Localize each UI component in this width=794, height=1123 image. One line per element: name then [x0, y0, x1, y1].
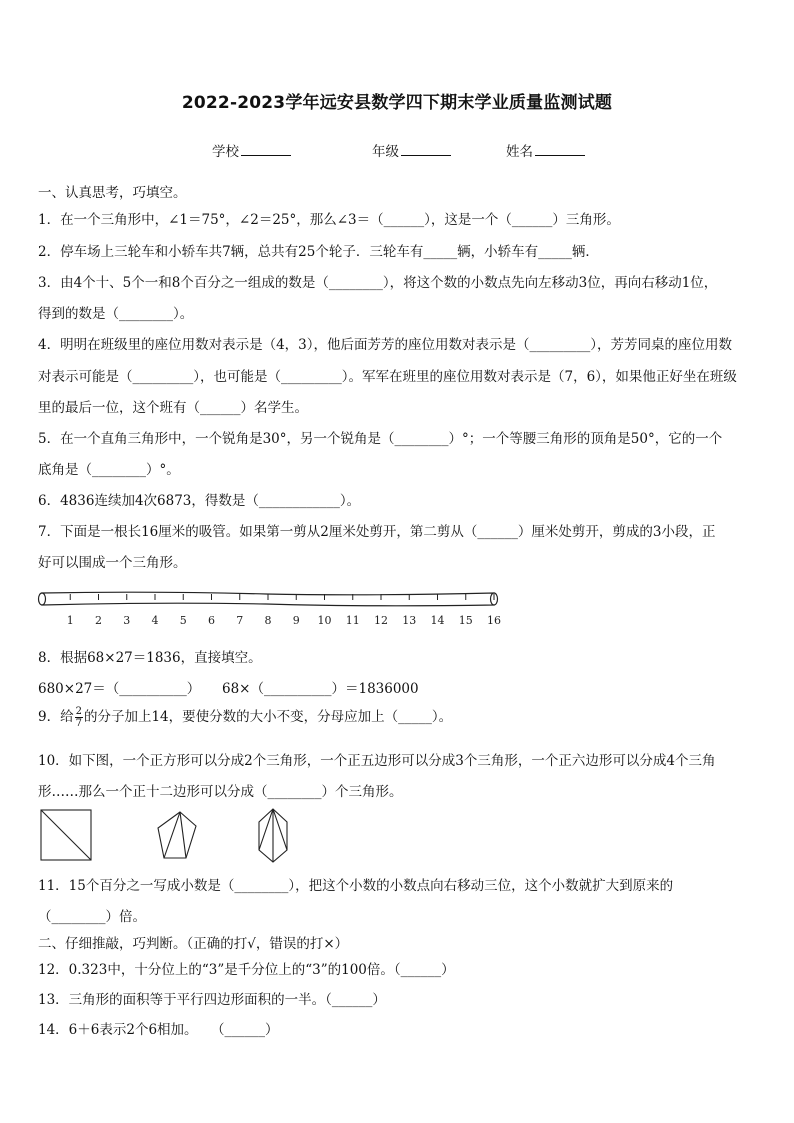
question-11-line-2: （________）倍。	[38, 909, 146, 925]
ruler-label: 5	[179, 614, 187, 627]
ruler-label: 11	[345, 614, 360, 627]
question-3-line-2: 得到的数是（________）。	[38, 306, 194, 322]
school-blank[interactable]	[241, 143, 291, 156]
polygon-division-figure	[36, 804, 306, 866]
pentagon-divided-icon	[158, 812, 196, 858]
question-7-line-2: 好可以围成一个三角形。	[38, 555, 187, 571]
question-5-line-1: 5．在一个直角三角形中，一个锐角是30°，另一个锐角是（________）°；一个等腰三角形的顶角是50°，它的一个	[38, 431, 723, 447]
question-9	[38, 705, 452, 729]
question-6: 6．4836连续加4次6873，得数是（____________）。	[38, 493, 361, 509]
ruler-label: 2	[95, 614, 102, 627]
ruler-label: 14	[430, 614, 445, 627]
question-4-line-1: 4．明明在班级里的座位用数对表示是（4，3），他后面芳芳的座位用数对表示是（_________），芳芳同桌的座位用数	[38, 337, 733, 353]
name-field	[506, 140, 585, 160]
question-13: 13．三角形的面积等于平行四边形面积的一半。（______）	[38, 992, 386, 1008]
school-label: 学校	[212, 144, 239, 160]
question-8-b: 68×（__________）＝1836000	[222, 681, 419, 697]
fraction-2-7	[75, 706, 83, 729]
question-2: 2．停车场上三轮车和小轿车共7辆，总共有25个轮子．三轮车有_____辆，小轿车有_____辆．	[38, 244, 599, 260]
school-field	[212, 140, 291, 160]
ruler-label: 16	[487, 614, 501, 627]
ruler-label: 12	[374, 614, 388, 627]
question-1: 1．在一个三角形中，∠1＝75°，∠2＝25°，那么∠3＝（______），这是一个（______）三角形。	[38, 212, 620, 228]
section-2-heading: 二、仔细推敲，巧判断。（正确的打√，错误的打×）	[38, 936, 349, 952]
name-label: 姓名	[506, 144, 533, 160]
fraction-denominator: 7	[75, 718, 82, 729]
question-4-line-2: 对表示可能是（_________），也可能是（_________）。军军在班里的座位用数对表示是（7，6），如果他正好坐在班级	[38, 369, 737, 385]
question-4-line-3: 里的最后一位，这个班有（______）名学生。	[38, 400, 308, 416]
ruler-label: 10	[317, 614, 332, 627]
question-10-line-2: 形……那么一个正十二边形可以分成（________）个三角形。	[38, 784, 403, 800]
section-1-heading: 一、认真思考，巧填空。	[38, 185, 187, 201]
question-8: 8．根据68×27＝1836，直接填空。	[38, 650, 262, 666]
ruler-label: 7	[236, 614, 244, 627]
question-12: 12．0.323中，十分位上的“3”是千分位上的“3”的100倍。（______）	[38, 962, 455, 978]
grade-blank[interactable]	[401, 143, 451, 156]
question-5-line-2: 底角是（________）°。	[38, 462, 180, 478]
question-9-suffix: 的分子加上14，要使分数的大小不变，分母应加上（_____）。	[83, 709, 453, 725]
ruler-label: 4	[151, 614, 159, 627]
grade-label: 年级	[372, 144, 399, 160]
ruler-label: 15	[458, 614, 473, 627]
page-title: 2022-2023学年远安县数学四下期末学业质量监测试题	[181, 93, 613, 113]
square-divided-icon	[41, 810, 91, 860]
ruler-label: 9	[292, 614, 300, 627]
grade-field	[372, 140, 451, 160]
straw-ruler-figure	[36, 590, 516, 630]
ruler-label: 1	[66, 614, 74, 627]
question-11-line-1: 11．15个百分之一写成小数是（________），把这个小数的小数点向右移动三位，这个小数就扩大到原来的	[38, 878, 674, 894]
ruler-label: 8	[264, 614, 272, 627]
ruler-label: 3	[123, 614, 131, 627]
question-9-prefix: 9．给	[38, 709, 74, 725]
ruler-label: 13	[402, 614, 417, 627]
question-7-line-1: 7．下面是一根长16厘米的吸管。如果第一剪从2厘米处剪开，第二剪从（______）厘米处剪开，剪成的3小段，正	[38, 524, 716, 540]
question-14: 14．6＋6表示2个6相加。 （______）	[38, 1022, 279, 1038]
ruler-label: 6	[208, 614, 215, 627]
name-blank[interactable]	[535, 143, 585, 156]
question-10-line-1: 10．如下图，一个正方形可以分成2个三角形，一个正五边形可以分成3个三角形，一个正六边形可以分成4个三角	[38, 753, 716, 769]
fraction-numerator: 2	[75, 706, 82, 717]
ruler-ticks	[67, 594, 501, 627]
hexagon-divided-icon	[259, 809, 287, 862]
question-3-line-1: 3．由4个十、5个一和8个百分之一组成的数是（________），将这个数的小数点先向左移动3位，再向右移动1位，	[38, 275, 718, 291]
question-8-a: 680×27＝（__________）	[38, 681, 201, 697]
